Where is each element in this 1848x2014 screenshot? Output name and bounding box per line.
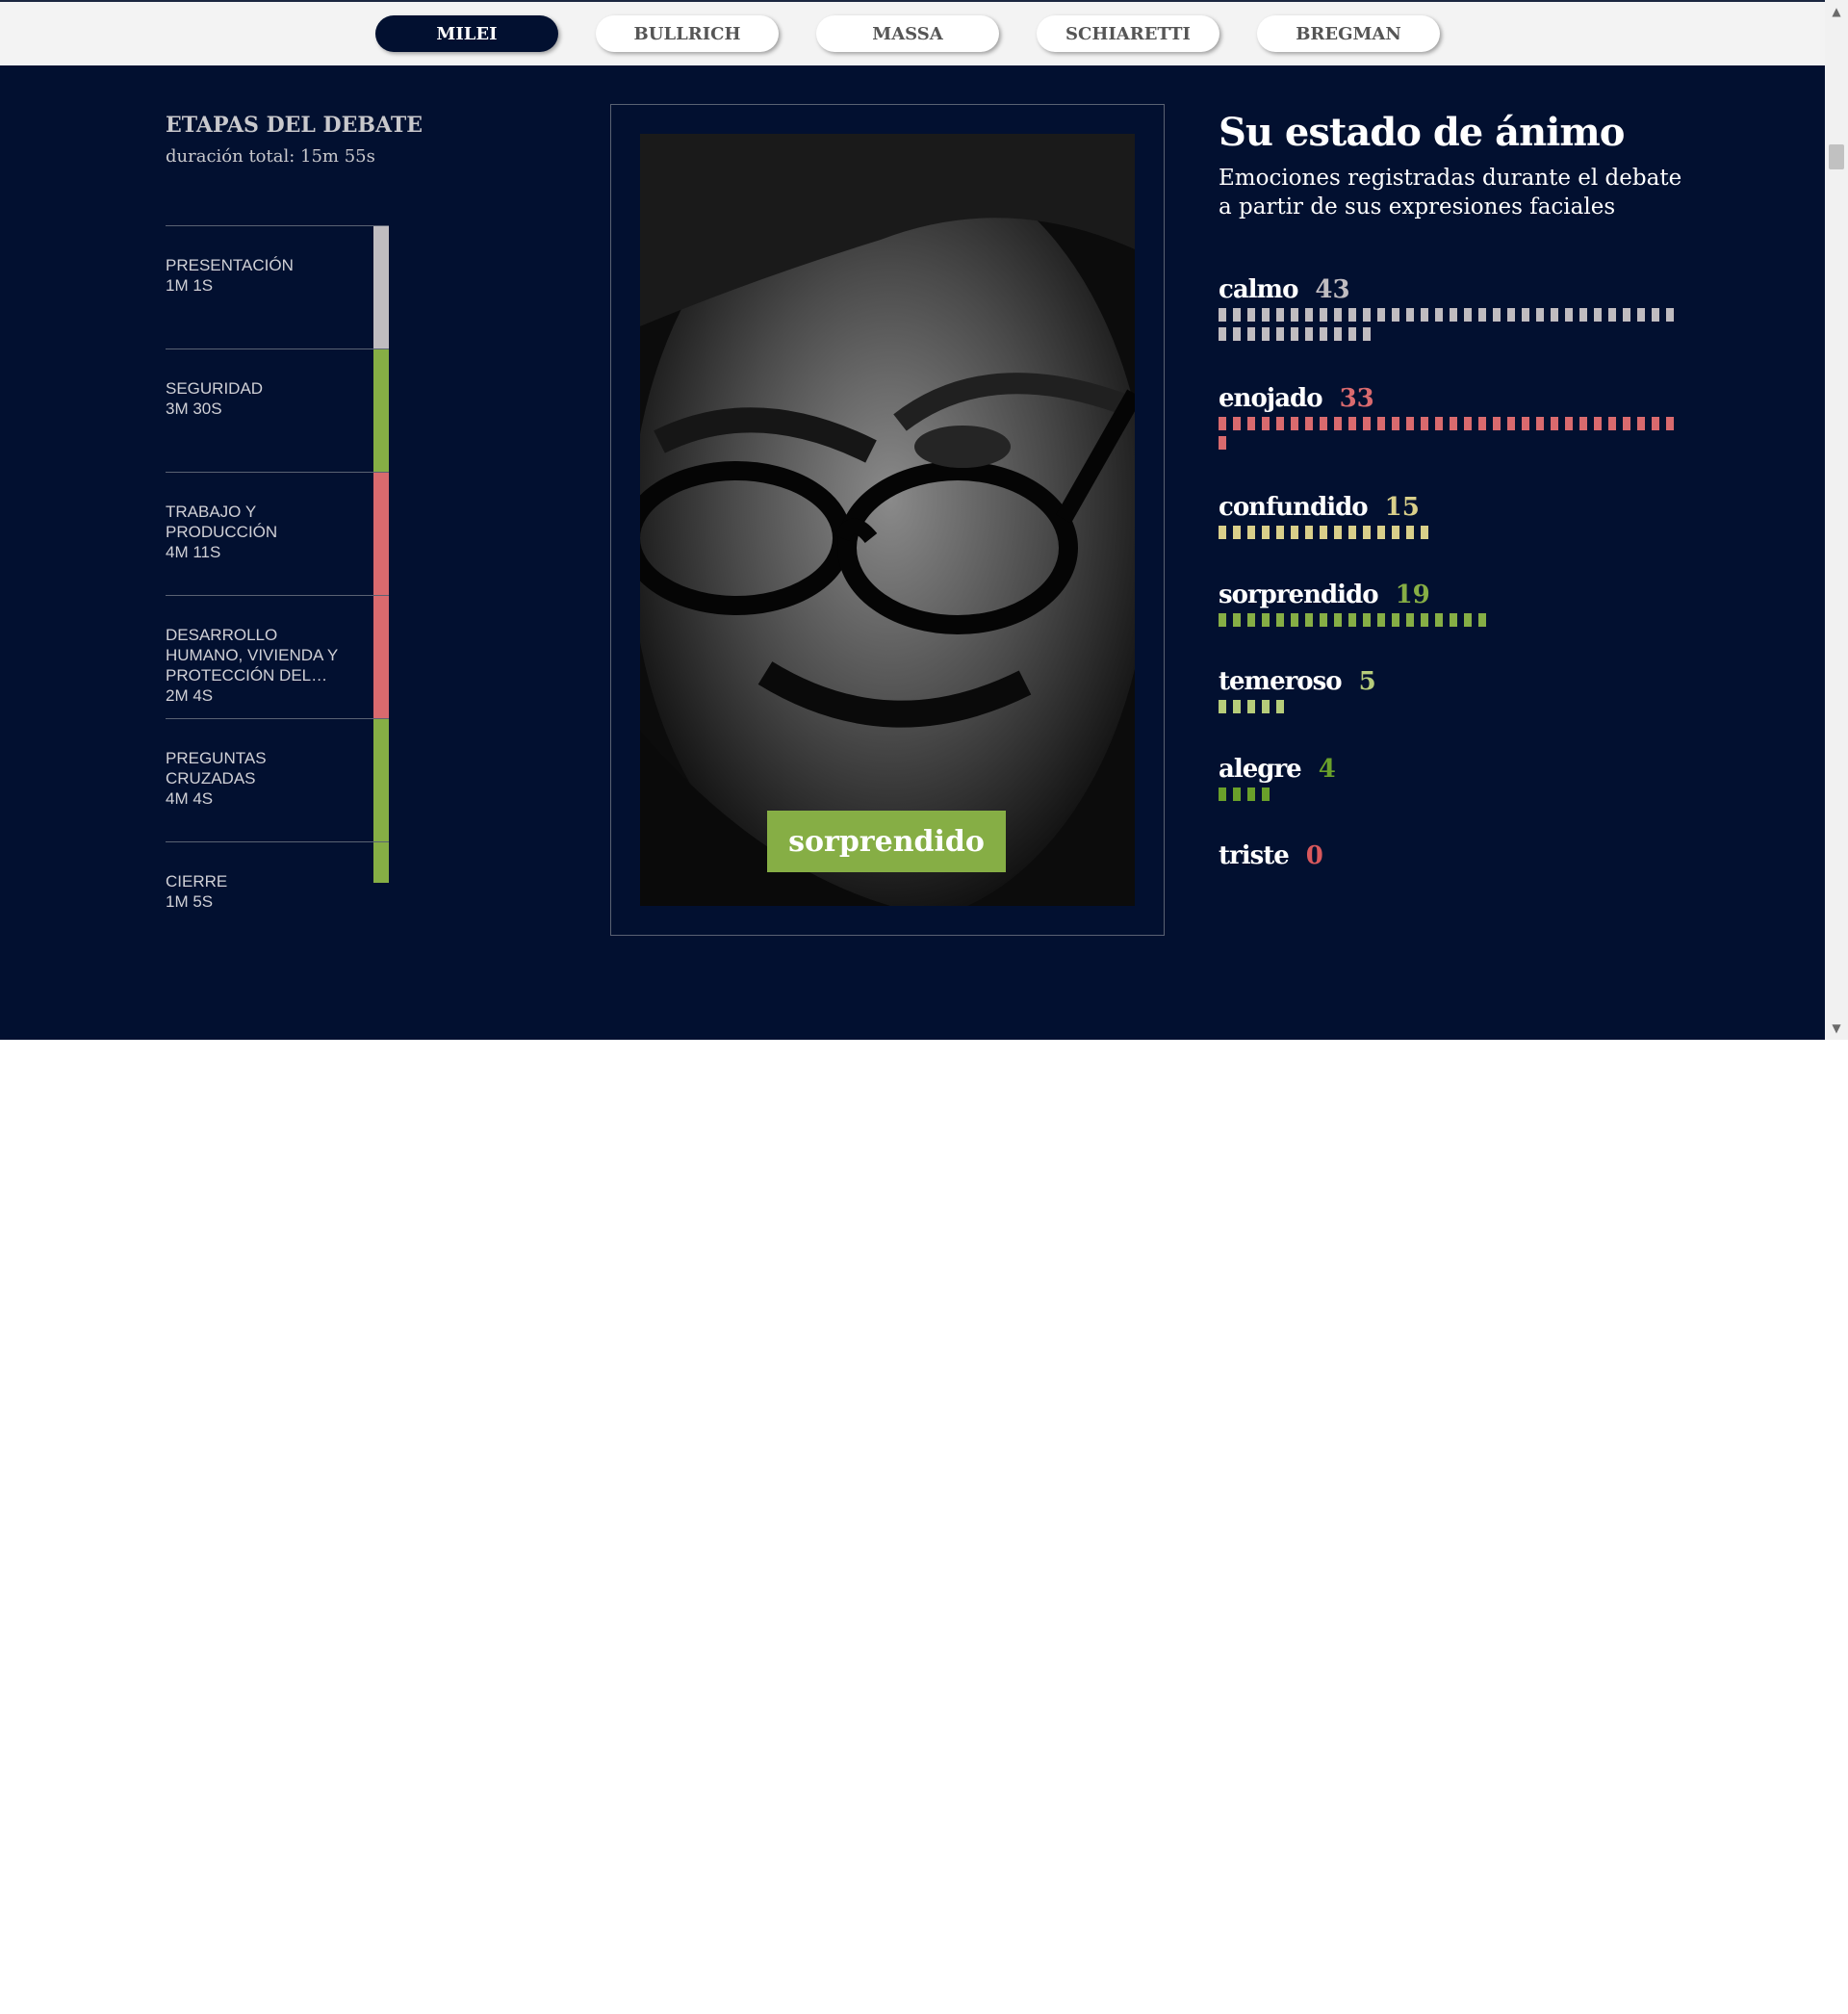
emotion-tick bbox=[1334, 308, 1342, 322]
emotion-bar bbox=[1219, 788, 1681, 807]
emotion-tick bbox=[1377, 613, 1385, 627]
emotion-tick bbox=[1406, 613, 1414, 627]
emotion-count: 33 bbox=[1339, 384, 1374, 413]
stage-color-bar bbox=[373, 226, 389, 349]
emotion-tick bbox=[1334, 613, 1342, 627]
emotion-tick bbox=[1363, 308, 1371, 322]
scroll-thumb[interactable] bbox=[1829, 144, 1844, 169]
scroll-down-arrow-icon[interactable]: ▼ bbox=[1832, 1021, 1841, 1035]
emotion-count: 19 bbox=[1395, 581, 1430, 609]
stage-duration: 4M 11S bbox=[166, 543, 221, 561]
emotion-tick bbox=[1247, 700, 1255, 713]
stage-item[interactable] bbox=[166, 841, 389, 965]
emotion-tick bbox=[1522, 308, 1529, 322]
emotion-tick bbox=[1666, 417, 1674, 430]
emotion-tick bbox=[1594, 417, 1602, 430]
emotion-tick bbox=[1522, 417, 1529, 430]
emotion-tick bbox=[1623, 417, 1630, 430]
emotion-tick bbox=[1421, 308, 1428, 322]
emotion-tick bbox=[1247, 526, 1255, 539]
stage-color-bar bbox=[373, 719, 389, 841]
emotion-tick bbox=[1435, 308, 1443, 322]
emotion-tick bbox=[1623, 308, 1630, 322]
emotion-tick bbox=[1219, 308, 1226, 322]
emotion-tick bbox=[1363, 327, 1371, 341]
emotion-tick bbox=[1219, 417, 1226, 430]
emotion-tick bbox=[1464, 613, 1472, 627]
emotion-tick bbox=[1421, 526, 1428, 539]
emotion-row bbox=[1219, 581, 1681, 633]
emotion-bar bbox=[1219, 308, 1681, 347]
emotion-tick bbox=[1377, 526, 1385, 539]
emotion-tick bbox=[1334, 526, 1342, 539]
emotion-tick bbox=[1608, 417, 1616, 430]
emotion-tick bbox=[1233, 613, 1241, 627]
emotion-tick bbox=[1579, 308, 1587, 322]
emotion-tick bbox=[1276, 417, 1284, 430]
emotion-tick bbox=[1262, 327, 1270, 341]
candidate-face-photo bbox=[640, 134, 1135, 906]
emotion-tick bbox=[1320, 526, 1327, 539]
emotion-name: confundido bbox=[1219, 493, 1368, 522]
emotion-tick bbox=[1219, 327, 1226, 341]
emotion-tick bbox=[1565, 417, 1573, 430]
emotion-tick bbox=[1637, 308, 1645, 322]
emotion-tick bbox=[1276, 327, 1284, 341]
emotion-tick bbox=[1320, 417, 1327, 430]
emotion-tick bbox=[1392, 613, 1399, 627]
main-panel bbox=[0, 65, 1825, 1040]
emotion-tick bbox=[1392, 417, 1399, 430]
stage-duration: 3M 30S bbox=[166, 400, 222, 418]
emotion-tick bbox=[1450, 417, 1457, 430]
emotion-tick bbox=[1579, 417, 1587, 430]
emotion-tick bbox=[1507, 417, 1515, 430]
emotion-tick bbox=[1247, 788, 1255, 801]
emotion-tick bbox=[1507, 308, 1515, 322]
emotion-tick bbox=[1493, 308, 1501, 322]
emotion-count: 4 bbox=[1318, 755, 1336, 784]
mood-subtitle: Emociones registradas durante el debate a partir de sus expresiones faciales bbox=[1219, 166, 1682, 219]
emotion-count: 0 bbox=[1305, 841, 1323, 870]
emotion-tick bbox=[1219, 436, 1226, 450]
scrollbar[interactable] bbox=[1825, 0, 1848, 1040]
emotion-tick bbox=[1262, 526, 1270, 539]
emotion-tick bbox=[1247, 327, 1255, 341]
emotion-tick bbox=[1478, 417, 1486, 430]
emotion-row bbox=[1219, 841, 1681, 874]
emotion-tick bbox=[1406, 417, 1414, 430]
emotion-tick bbox=[1464, 308, 1472, 322]
emotion-tick bbox=[1233, 327, 1241, 341]
emotion-tick bbox=[1608, 308, 1616, 322]
face-illustration bbox=[640, 134, 1135, 906]
emotion-tick bbox=[1551, 308, 1558, 322]
emotion-tick bbox=[1377, 417, 1385, 430]
emotion-tick bbox=[1305, 613, 1313, 627]
emotion-tick bbox=[1478, 308, 1486, 322]
emotion-row bbox=[1219, 493, 1681, 545]
emotion-tick bbox=[1247, 613, 1255, 627]
emotion-name: triste bbox=[1219, 841, 1289, 870]
emotion-tick bbox=[1276, 308, 1284, 322]
stage-name: PREGUNTAS CRUZADAS bbox=[166, 749, 267, 788]
emotion-row bbox=[1219, 667, 1681, 719]
stage-name: TRABAJO Y PRODUCCIÓN bbox=[166, 503, 278, 541]
stage-duration: 4M 4S bbox=[166, 789, 214, 808]
emotion-tick bbox=[1233, 417, 1241, 430]
emotion-tick bbox=[1291, 613, 1298, 627]
stage-name: DESARROLLO HUMANO, VIVIENDA Y PROTECCIÓN DEL… bbox=[166, 626, 338, 684]
emotion-tick bbox=[1219, 613, 1226, 627]
emotion-tick bbox=[1334, 417, 1342, 430]
emotion-tick bbox=[1536, 308, 1544, 322]
emotion-tick bbox=[1305, 526, 1313, 539]
mood-title: Su estado de ánimo bbox=[1219, 110, 1625, 155]
stage-item[interactable] bbox=[166, 718, 389, 841]
emotion-tick bbox=[1421, 613, 1428, 627]
emotion-count: 15 bbox=[1384, 493, 1420, 522]
stage-duration: 1M 1S bbox=[166, 276, 214, 295]
emotion-row bbox=[1219, 755, 1681, 807]
emotion-tick bbox=[1551, 417, 1558, 430]
emotion-tick bbox=[1348, 327, 1356, 341]
emotion-tick bbox=[1305, 417, 1313, 430]
emotion-tick bbox=[1536, 417, 1544, 430]
emotion-bar bbox=[1219, 417, 1681, 455]
emotion-tick bbox=[1493, 417, 1501, 430]
stage-item[interactable] bbox=[166, 349, 389, 472]
emotion-tick bbox=[1421, 417, 1428, 430]
emotion-tick bbox=[1233, 308, 1241, 322]
stage-color-bar bbox=[373, 473, 389, 595]
emotion-tick bbox=[1392, 526, 1399, 539]
stage-color-bar bbox=[373, 842, 389, 883]
emotion-tick bbox=[1262, 788, 1270, 801]
emotion-tick bbox=[1435, 613, 1443, 627]
emotion-tick bbox=[1363, 613, 1371, 627]
emotion-tick bbox=[1219, 700, 1226, 713]
emotion-tick bbox=[1291, 417, 1298, 430]
emotion-tick bbox=[1276, 526, 1284, 539]
emotion-tick bbox=[1348, 308, 1356, 322]
emotion-tick bbox=[1348, 526, 1356, 539]
emotion-tick bbox=[1565, 308, 1573, 322]
emotion-tick bbox=[1320, 613, 1327, 627]
emotion-tick bbox=[1276, 613, 1284, 627]
stage-duration: 1M 5S bbox=[166, 892, 214, 911]
scroll-up-arrow-icon[interactable]: ▲ bbox=[1832, 5, 1841, 18]
emotion-bar bbox=[1219, 526, 1681, 545]
emotion-tick bbox=[1406, 308, 1414, 322]
emotion-tick bbox=[1450, 613, 1457, 627]
emotion-tick bbox=[1262, 613, 1270, 627]
stage-name: PRESENTACIÓN bbox=[166, 256, 294, 274]
stages-title: ETAPAS DEL DEBATE bbox=[166, 113, 423, 138]
emotion-tick bbox=[1652, 308, 1659, 322]
emotion-tick bbox=[1363, 417, 1371, 430]
stages-total-duration: duración total: 15m 55s bbox=[166, 146, 375, 167]
emotion-name: temeroso bbox=[1219, 667, 1342, 696]
emotion-tick bbox=[1450, 308, 1457, 322]
emotion-tick bbox=[1233, 700, 1241, 713]
tab-bullrich[interactable]: BULLRICH bbox=[596, 15, 779, 52]
current-emotion-tag: sorprendido bbox=[767, 811, 1006, 872]
emotion-tick bbox=[1478, 613, 1486, 627]
emotion-tick bbox=[1219, 526, 1226, 539]
emotion-tick bbox=[1276, 700, 1284, 713]
emotion-bar bbox=[1219, 700, 1681, 719]
emotion-bar bbox=[1219, 613, 1681, 633]
photo-frame bbox=[610, 104, 1165, 936]
stage-color-bar bbox=[373, 349, 389, 472]
emotion-tick bbox=[1406, 526, 1414, 539]
emotion-tick bbox=[1233, 788, 1241, 801]
emotion-tick bbox=[1320, 327, 1327, 341]
emotion-tick bbox=[1320, 308, 1327, 322]
emotion-tick bbox=[1435, 417, 1443, 430]
emotion-tick bbox=[1348, 417, 1356, 430]
emotion-count: 43 bbox=[1315, 275, 1350, 304]
stage-item[interactable] bbox=[166, 472, 389, 595]
emotion-row bbox=[1219, 275, 1681, 347]
tab-schiaretti[interactable]: SCHIARETTI bbox=[1037, 15, 1219, 52]
stage-name: SEGURIDAD bbox=[166, 379, 264, 398]
tab-bregman[interactable]: BREGMAN bbox=[1257, 15, 1440, 52]
emotion-tick bbox=[1291, 308, 1298, 322]
emotion-tick bbox=[1377, 308, 1385, 322]
candidate-selector bbox=[0, 0, 1825, 65]
emotion-name: alegre bbox=[1219, 755, 1301, 784]
stage-color-bar bbox=[373, 596, 389, 718]
emotion-tick bbox=[1464, 417, 1472, 430]
emotion-tick bbox=[1291, 327, 1298, 341]
emotion-name: calmo bbox=[1219, 275, 1298, 304]
tab-massa[interactable]: MASSA bbox=[816, 15, 999, 52]
emotion-tick bbox=[1652, 417, 1659, 430]
emotion-tick bbox=[1594, 308, 1602, 322]
emotion-tick bbox=[1262, 417, 1270, 430]
emotion-tick bbox=[1247, 308, 1255, 322]
emotion-tick bbox=[1291, 526, 1298, 539]
tab-milei[interactable]: MILEI bbox=[375, 15, 558, 52]
emotion-tick bbox=[1305, 308, 1313, 322]
emotion-tick bbox=[1392, 308, 1399, 322]
emotion-tick bbox=[1262, 308, 1270, 322]
stage-name: CIERRE bbox=[166, 872, 228, 891]
emotion-tick bbox=[1666, 308, 1674, 322]
stage-item[interactable] bbox=[166, 225, 389, 349]
stage-item[interactable] bbox=[166, 595, 389, 718]
emotion-count: 5 bbox=[1358, 667, 1376, 696]
emotion-tick bbox=[1305, 327, 1313, 341]
emotion-tick bbox=[1637, 417, 1645, 430]
emotion-tick bbox=[1219, 788, 1226, 801]
emotion-name: sorprendido bbox=[1219, 581, 1378, 609]
emotion-tick bbox=[1262, 700, 1270, 713]
emotion-row bbox=[1219, 384, 1681, 455]
emotion-tick bbox=[1247, 417, 1255, 430]
emotion-tick bbox=[1363, 526, 1371, 539]
stage-duration: 2M 4S bbox=[166, 686, 214, 705]
emotion-name: enojado bbox=[1219, 384, 1322, 413]
emotion-tick bbox=[1348, 613, 1356, 627]
emotion-tick bbox=[1233, 526, 1241, 539]
emotion-tick bbox=[1334, 327, 1342, 341]
